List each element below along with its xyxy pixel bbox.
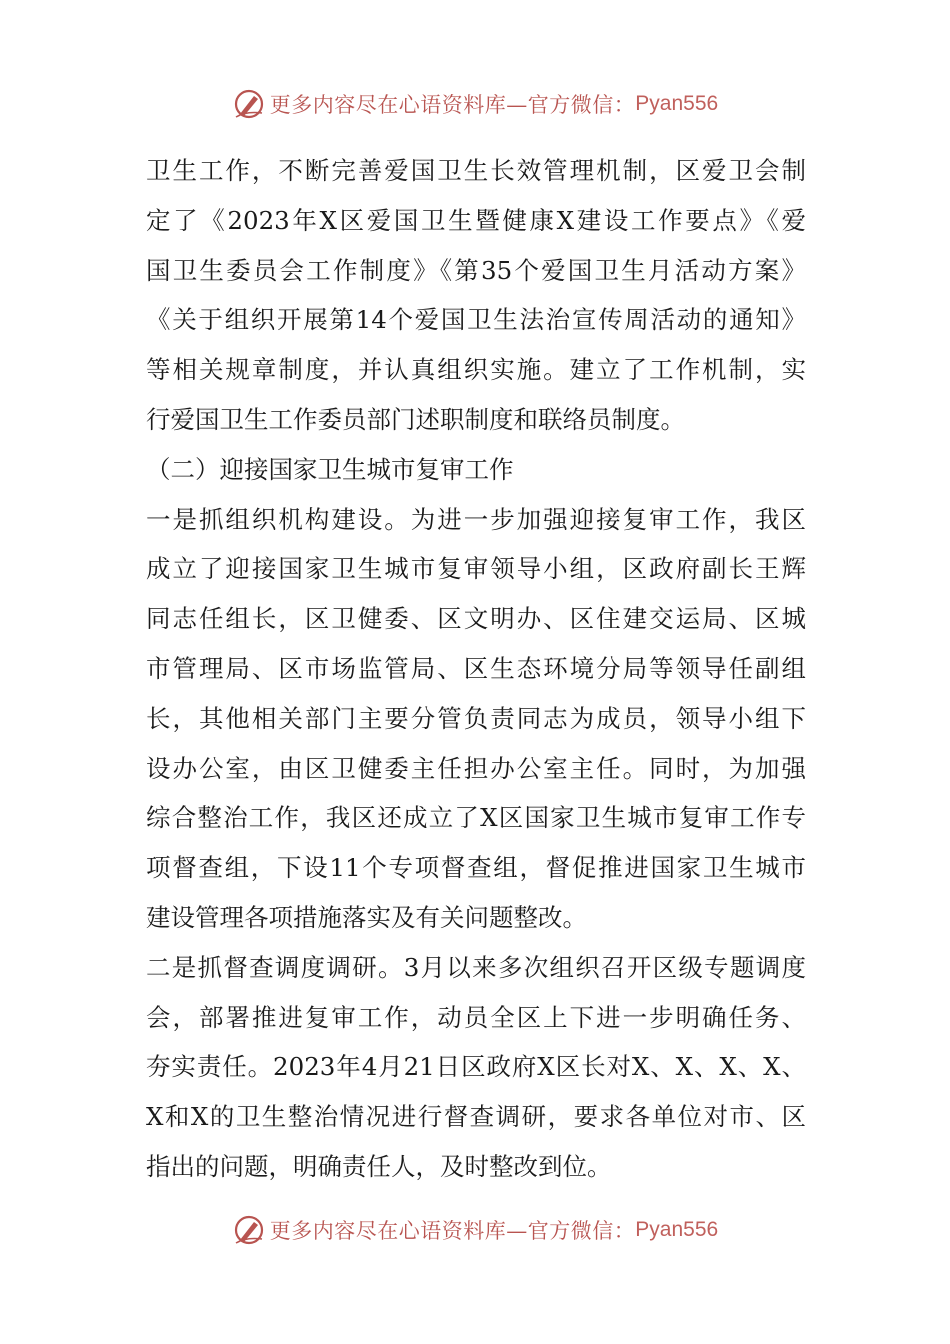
pen-nib-icon [232, 1213, 266, 1247]
pen-nib-icon [232, 87, 266, 121]
body-text-line: 二是抓督查调度调研。3月以来多次组织召开区级专题调度 [146, 952, 806, 982]
body-text-line: 建设管理各项措施落实及有关问题整改。 [146, 902, 587, 932]
watermark-wechat-id: Pyan556 [635, 1218, 719, 1241]
watermark-text: 更多内容尽在心语资料库—官方微信： [269, 1219, 636, 1243]
watermark-header [0, 84, 950, 124]
body-text-line: 设办公室，由区卫健委主任担办公室主任。同时，为加强 [146, 753, 806, 783]
body-text-line: 定了《2023年X区爱国卫生暨健康X建设工作要点》《爱 [146, 205, 806, 235]
body-text-line: 项督查组，下设11个专项督查组，督促推进国家卫生城市 [146, 853, 806, 883]
watermark-wechat-id: Pyan556 [635, 92, 719, 115]
document-body [146, 146, 806, 1192]
body-text-line: 指出的问题，明确责任人，及时整改到位。 [146, 1151, 612, 1181]
body-text-line: 《关于组织开展第14个爱国卫生法治宣传周活动的通知》 [146, 305, 806, 335]
body-text-line: 国卫生委员会工作制度》《第35个爱国卫生月活动方案》 [146, 255, 806, 285]
body-text-line: 会，部署推进复审工作，动员全区上下进一步明确任务、 [146, 1002, 806, 1032]
body-text-line: 夯实责任。2023年4月21日区政府X区长对X、X、X、X、 [146, 1052, 806, 1082]
body-text-line: （二）迎接国家卫生城市复审工作 [146, 454, 514, 484]
body-text-line: 同志任组长，区卫健委、区文明办、区住建交运局、区城 [146, 604, 806, 634]
watermark-text: 更多内容尽在心语资料库—官方微信： [269, 93, 636, 117]
body-text-line: 综合整治工作，我区还成立了X区国家卫生城市复审工作专 [146, 803, 806, 833]
body-text-line: 市管理局、区市场监管局、区生态环境分局等领导任副组 [146, 653, 806, 683]
body-text-line: 行爱国卫生工作委员部门述职制度和联络员制度。 [146, 404, 685, 434]
body-text-line: 一是抓组织机构建设。为进一步加强迎接复审工作，我区 [146, 504, 806, 534]
watermark-footer [0, 1210, 950, 1250]
body-text-line: 长，其他相关部门主要分管负责同志为成员，领导小组下 [146, 703, 806, 733]
body-text-line: 等相关规章制度，并认真组织实施。建立了工作机制，实 [146, 355, 806, 385]
body-text-line: 成立了迎接国家卫生城市复审领导小组，区政府副长王辉 [146, 554, 806, 584]
body-text-line: X和X的卫生整治情况进行督查调研，要求各单位对市、区 [146, 1102, 806, 1132]
body-text-line: 卫生工作，不断完善爱国卫生长效管理机制，区爱卫会制 [146, 156, 806, 185]
